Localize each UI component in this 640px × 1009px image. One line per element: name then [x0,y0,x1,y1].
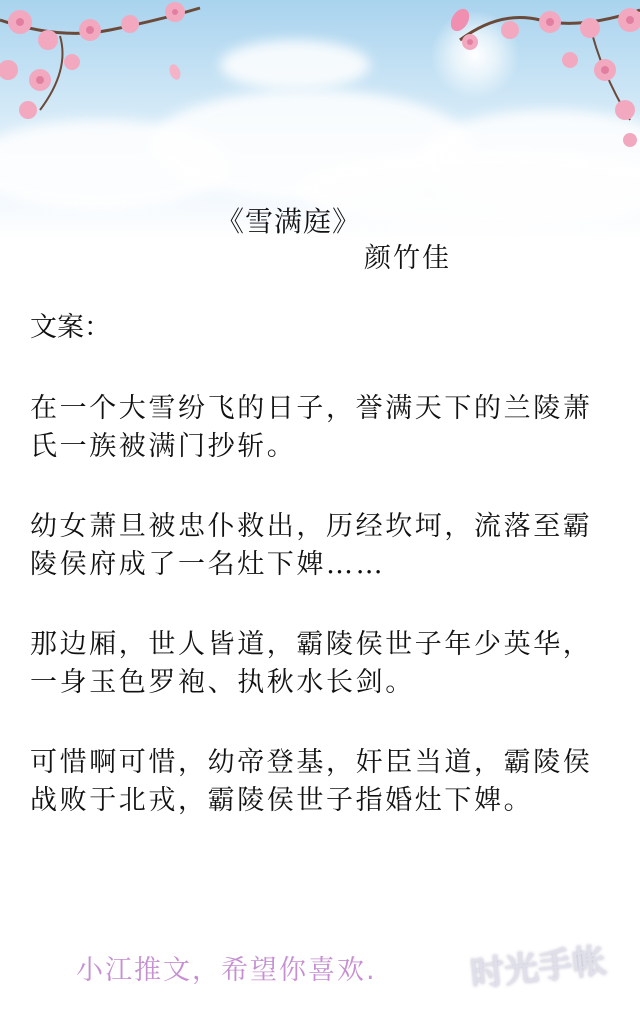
falling-petal [445,5,475,35]
footer-recommendation: 小江推文，希望你喜欢. [76,955,377,986]
synopsis-paragraph: 可惜啊可惜，幼帝登基，奸臣当道，霸陵侯战败于北戎，霸陵侯世子指婚灶下婢。 [30,747,593,816]
synopsis-paragraph: 幼女萧旦被忠仆救出，历经坎坷，流落至霸陵侯府成了一名灶下婢…… [30,511,593,580]
synopsis [30,308,610,862]
synopsis-label: 文案： [30,312,111,343]
cloud [220,40,370,90]
synopsis-paragraph: 在一个大雪纷飞的日子，誉满天下的兰陵萧氏一族被满门抄斩。 [30,393,593,462]
cherry-blossom-branch-left [0,0,230,150]
watermark: 时光手帐 [468,940,609,995]
book-title: 《雪满庭》 [216,205,362,238]
author-name: 颜竹佳 [364,243,451,274]
falling-petal [165,62,185,82]
synopsis-paragraph: 那边厢，世人皆道，霸陵侯世子年少英华，一身玉色罗袍、执秋水长剑。 [30,629,593,698]
